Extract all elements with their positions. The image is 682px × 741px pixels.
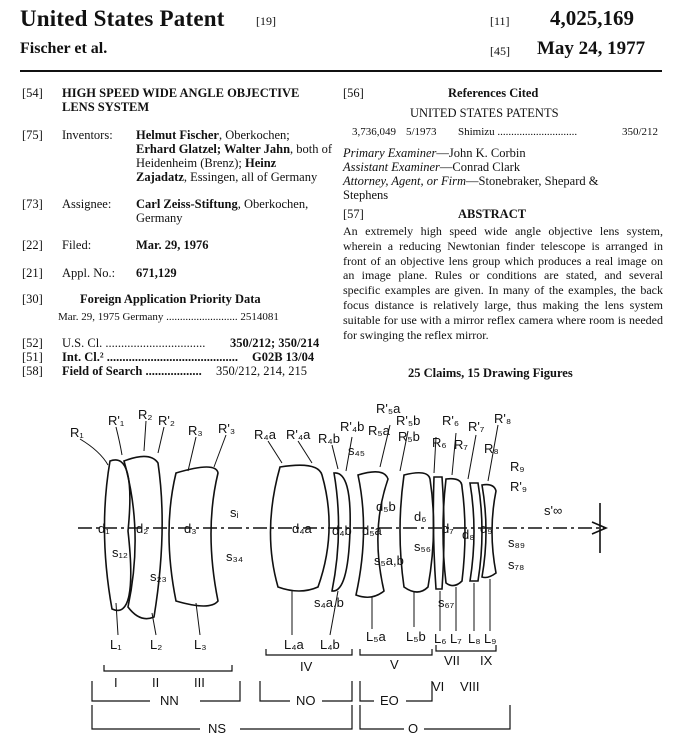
header-rule bbox=[20, 70, 662, 72]
label-R2p: R'₂ bbox=[158, 413, 175, 428]
label-L8: L₈ bbox=[468, 631, 481, 646]
ref-date: 5/1973 bbox=[406, 126, 437, 138]
attorney-value: —Stonebraker, Shepard & bbox=[466, 174, 599, 188]
label-R1p: R'₁ bbox=[108, 413, 125, 428]
int-cl-label: Int. Cl.² .......................................... bbox=[62, 350, 238, 364]
attorney bbox=[343, 174, 598, 189]
group-III: III bbox=[194, 675, 205, 690]
us-cl-code: [52] bbox=[22, 336, 43, 350]
label-L1: L₁ bbox=[110, 637, 122, 652]
label-s89: s₈₉ bbox=[508, 535, 526, 550]
group-O: O bbox=[408, 721, 419, 736]
date-code: [45] bbox=[490, 44, 510, 58]
label-R5ap: R'₅a bbox=[376, 401, 401, 416]
title-code: [19] bbox=[256, 14, 276, 28]
group-NS: NS bbox=[208, 721, 227, 736]
label-R9p: R'₉ bbox=[510, 479, 528, 494]
label-L5a: L₅a bbox=[366, 629, 386, 644]
label-R1: R₁ bbox=[70, 425, 84, 440]
label-R6p: R'₆ bbox=[442, 413, 460, 428]
inventor-name: Heinz bbox=[244, 156, 277, 170]
inventors-line1 bbox=[136, 128, 290, 143]
label-s78: s₇₈ bbox=[508, 557, 525, 572]
inventor-names: Erhard Glatzel; Walter Jahn bbox=[136, 142, 291, 156]
label-s23: s₂₃ bbox=[150, 569, 167, 584]
label-d5b: d₅b bbox=[376, 499, 396, 514]
primary-examiner bbox=[343, 146, 526, 161]
label-s45: s₄₅ bbox=[348, 443, 366, 458]
assignee-name: Carl Zeiss-Stiftung bbox=[136, 197, 238, 211]
inventor-city: , Oberkochen; bbox=[218, 128, 290, 142]
assistant-examiner bbox=[343, 160, 520, 175]
label-s34: s₃₄ bbox=[226, 549, 244, 564]
label-L7: L₇ bbox=[450, 631, 462, 646]
group-EO: EO bbox=[380, 693, 399, 708]
group-VI: VI bbox=[432, 679, 445, 694]
inventors-line3 bbox=[136, 156, 276, 171]
us-cl-value bbox=[230, 336, 319, 351]
label-R5a: R₅a bbox=[368, 423, 390, 438]
label-R5bp: R'₅b bbox=[396, 413, 421, 428]
foreign-code: [30] bbox=[22, 292, 43, 306]
patent-date: May 24, 1977 bbox=[537, 38, 646, 59]
attorney-label: Attorney, Agent, or Firm bbox=[343, 174, 467, 188]
assignee-code: [73] bbox=[22, 197, 43, 211]
inventor-short: Fischer et al. bbox=[20, 40, 108, 57]
inventors-line2 bbox=[136, 142, 332, 157]
us-cl-bold: 350/212; 350/214 bbox=[230, 336, 320, 350]
lens-diagram bbox=[0, 391, 682, 741]
label-R7p: R'₇ bbox=[468, 419, 485, 434]
label-R4b: R₄b bbox=[318, 431, 340, 446]
label-s12: s₁₂ bbox=[112, 545, 128, 560]
group-IX: IX bbox=[480, 653, 493, 668]
filed-label: Filed: bbox=[62, 238, 92, 252]
label-d1: d₁ bbox=[98, 521, 110, 536]
label-R6: R₆ bbox=[432, 435, 447, 450]
label-R9: R₉ bbox=[510, 459, 525, 474]
primary-value: —John K. Corbin bbox=[436, 146, 526, 160]
diagram-labels bbox=[70, 401, 562, 736]
label-R4ap: R'₄a bbox=[286, 427, 311, 442]
label-d3: d₃ bbox=[184, 521, 197, 536]
assignee-line1 bbox=[136, 197, 308, 212]
label-d4a: d₄a bbox=[292, 521, 312, 536]
assignee-city: , Oberkochen, bbox=[237, 197, 309, 211]
label-d2: d₂ bbox=[136, 521, 149, 536]
label-sinf: s'∞ bbox=[544, 503, 563, 518]
attorney-line2: Stephens bbox=[343, 188, 389, 202]
label-s56: s₅₆ bbox=[414, 539, 431, 554]
label-d4b: d₄b bbox=[332, 523, 352, 538]
label-L4b: L₄b bbox=[320, 637, 340, 652]
group-VIII: VIII bbox=[460, 679, 480, 694]
inventors-code: [75] bbox=[22, 128, 43, 142]
patent-number: 4,025,169 bbox=[550, 6, 634, 30]
inventors-line4 bbox=[136, 170, 317, 185]
label-d7: d₇ bbox=[442, 521, 454, 536]
assignee-label: Assignee: bbox=[62, 197, 112, 211]
abstract-title: ABSTRACT bbox=[458, 207, 527, 221]
search-label: Field of Search .................. bbox=[62, 364, 202, 378]
assistant-label: Assistant Examiner bbox=[343, 160, 440, 174]
assignee-line2: Germany bbox=[136, 211, 183, 225]
foreign-entry: Mar. 29, 1975 Germany .......................... 2514081 bbox=[58, 311, 279, 323]
inventor-name: Helmut Fischer bbox=[136, 128, 219, 142]
label-R2: R₂ bbox=[138, 407, 153, 422]
ref-name: Shimizu ............................. bbox=[458, 126, 578, 138]
label-L2: L₂ bbox=[150, 637, 163, 652]
label-d5a: d₅a bbox=[362, 523, 382, 538]
title-field-code: [54] bbox=[22, 86, 43, 100]
label-R8: R₈ bbox=[484, 441, 499, 456]
appl-value: 671,129 bbox=[136, 266, 177, 280]
patent-title: United States Patent bbox=[20, 6, 225, 31]
label-R3p: R'₃ bbox=[218, 421, 236, 436]
inventor-text: , both of bbox=[290, 142, 333, 156]
group-V: V bbox=[390, 657, 399, 672]
ref-number: 3,736,049 bbox=[352, 126, 396, 138]
lens-L5b bbox=[400, 473, 434, 592]
int-cl-value: G02B 13/04 bbox=[252, 350, 315, 364]
group-IV: IV bbox=[300, 659, 313, 674]
label-R7: R₇ bbox=[454, 437, 468, 452]
us-cl-label: U.S. Cl. ................................ bbox=[62, 336, 206, 350]
label-R4bp: R'₄b bbox=[340, 419, 365, 434]
search-value: 350/212, 214, 215 bbox=[216, 364, 307, 378]
group-NN: NN bbox=[160, 693, 179, 708]
abstract-text: An extremely high speed wide angle objective lens system, wherein a reducing Newtonian finder telescope is arranged in front of an objective lens group which produces a real image on an image plane. Rules or conditions are stated, and several specific examples are given. In many of the examples, the back focus distance is relatively large, thus making the lens system suitable for use with a mirror reflex camera where room is needed for swinging the reflex mirror. bbox=[343, 224, 663, 342]
group-VII: VII bbox=[444, 653, 460, 668]
assistant-value: —Conrad Clark bbox=[439, 160, 521, 174]
label-R3: R₃ bbox=[188, 423, 203, 438]
int-cl-code: [51] bbox=[22, 350, 43, 364]
label-s4ab: s₄a,b bbox=[314, 595, 344, 610]
label-d9: d₉ bbox=[480, 521, 493, 536]
lens-L3 bbox=[169, 467, 218, 606]
group-II: II bbox=[152, 675, 160, 690]
search-code: [58] bbox=[22, 364, 43, 378]
inventor-city: , Essingen, all of Germany bbox=[183, 170, 318, 184]
inventor-city: Heidenheim (Brenz); bbox=[136, 156, 245, 170]
ref-class: 350/212 bbox=[622, 126, 659, 138]
label-L9: L₉ bbox=[484, 631, 497, 646]
filed-value: Mar. 29, 1976 bbox=[136, 238, 209, 252]
lens-L2 bbox=[124, 456, 162, 618]
label-s67: s₆₇ bbox=[438, 595, 455, 610]
label-R4a: R₄a bbox=[254, 427, 276, 442]
inventors-label: Inventors: bbox=[62, 128, 113, 142]
label-s5ab: s₅a,b bbox=[374, 553, 404, 568]
abstract-code: [57] bbox=[343, 207, 364, 221]
number-code: [11] bbox=[490, 14, 510, 28]
claims-line: 25 Claims, 15 Drawing Figures bbox=[408, 366, 573, 380]
group-NO: NO bbox=[296, 693, 316, 708]
group-I: I bbox=[114, 675, 118, 690]
label-si: sᵢ bbox=[230, 505, 239, 520]
inventor-name: Zajadatz bbox=[136, 170, 184, 184]
label-L3: L₃ bbox=[194, 637, 207, 652]
refs-subtitle: UNITED STATES PATENTS bbox=[410, 106, 559, 120]
label-R5b: R₅b bbox=[398, 429, 420, 444]
label-L6: L₆ bbox=[434, 631, 447, 646]
label-R8p: R'₈ bbox=[494, 411, 512, 426]
label-d6: d₆ bbox=[414, 509, 427, 524]
appl-code: [21] bbox=[22, 266, 43, 280]
refs-title: References Cited bbox=[448, 86, 539, 100]
primary-label: Primary Examiner bbox=[343, 146, 437, 160]
appl-label: Appl. No.: bbox=[62, 266, 116, 280]
label-d8: d₈ bbox=[462, 527, 475, 542]
foreign-title: Foreign Application Priority Data bbox=[80, 292, 261, 306]
invention-title-line1: HIGH SPEED WIDE ANGLE OBJECTIVE bbox=[62, 86, 300, 100]
invention-title-line2: LENS SYSTEM bbox=[62, 100, 150, 114]
refs-code: [56] bbox=[343, 86, 364, 100]
filed-code: [22] bbox=[22, 238, 43, 252]
label-L5b: L₅b bbox=[406, 629, 426, 644]
label-L4a: L₄a bbox=[284, 637, 304, 652]
